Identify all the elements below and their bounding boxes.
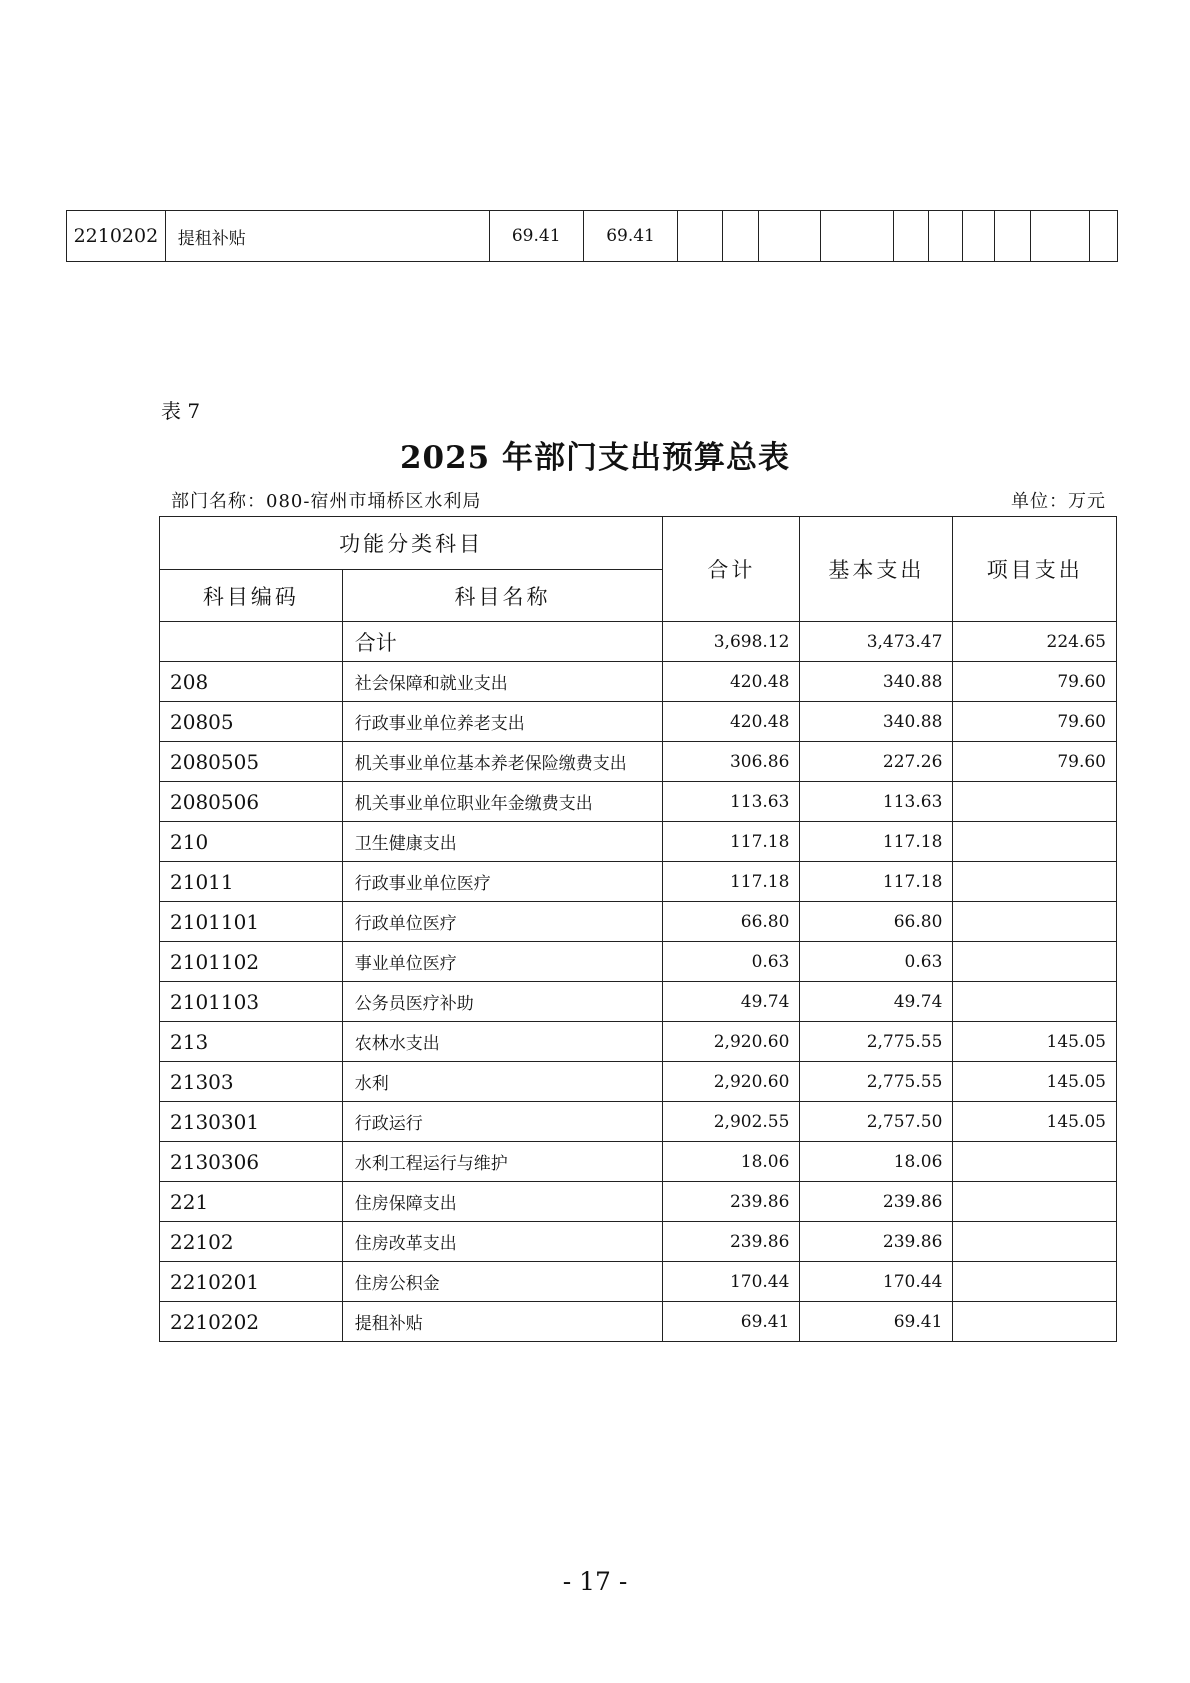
row-name: 社会保障和就业支出 (342, 662, 663, 702)
row-name: 机关事业单位基本养老保险缴费支出 (342, 742, 663, 782)
row-project (953, 822, 1117, 862)
carry-value (894, 211, 929, 262)
carry-value: 69.41 (583, 211, 677, 262)
row-total: 0.63 (663, 942, 800, 982)
row-code: 21303 (160, 1062, 343, 1102)
total-total: 3,698.12 (663, 622, 800, 662)
row-code: 2101102 (160, 942, 343, 982)
row-basic: 170.44 (800, 1262, 953, 1302)
table-row (160, 1102, 1117, 1142)
row-total: 239.86 (663, 1182, 800, 1222)
row-project: 145.05 (953, 1102, 1117, 1142)
table-row (160, 1262, 1117, 1302)
table-row (160, 742, 1117, 782)
total-code-cell (160, 622, 343, 662)
header-code: 科目编码 (160, 570, 343, 622)
header-row (160, 517, 1117, 570)
row-project (953, 1302, 1117, 1342)
header-basic: 基本支出 (800, 517, 953, 622)
row-project: 79.60 (953, 662, 1117, 702)
row-total: 113.63 (663, 782, 800, 822)
header-name: 科目名称 (342, 570, 663, 622)
row-project (953, 982, 1117, 1022)
row-code: 22102 (160, 1222, 343, 1262)
carry-value (1090, 211, 1118, 262)
row-project (953, 1142, 1117, 1182)
expenditure-table (159, 516, 1117, 1342)
row-code: 2130306 (160, 1142, 343, 1182)
row-basic: 227.26 (800, 742, 953, 782)
row-basic: 340.88 (800, 662, 953, 702)
row-basic: 239.86 (800, 1222, 953, 1262)
row-code: 2210201 (160, 1262, 343, 1302)
row-basic: 340.88 (800, 702, 953, 742)
carry-value: 69.41 (489, 211, 583, 262)
total-basic: 3,473.47 (800, 622, 953, 662)
row-project: 79.60 (953, 742, 1117, 782)
table-row (160, 1022, 1117, 1062)
row-project: 145.05 (953, 1062, 1117, 1102)
row-name: 行政运行 (342, 1102, 663, 1142)
row-code: 213 (160, 1022, 343, 1062)
carry-value (759, 211, 821, 262)
row-code: 2101103 (160, 982, 343, 1022)
row-name: 水利 (342, 1062, 663, 1102)
row-total: 117.18 (663, 862, 800, 902)
row-code: 2080506 (160, 782, 343, 822)
row-basic: 2,775.55 (800, 1022, 953, 1062)
row-basic: 0.63 (800, 942, 953, 982)
row-total: 420.48 (663, 702, 800, 742)
row-total: 18.06 (663, 1142, 800, 1182)
header-total: 合计 (663, 517, 800, 622)
table-row (160, 822, 1117, 862)
row-code: 208 (160, 662, 343, 702)
row-basic: 113.63 (800, 782, 953, 822)
table-row (160, 1182, 1117, 1222)
row-code: 2080505 (160, 742, 343, 782)
row-total: 69.41 (663, 1302, 800, 1342)
table-row (160, 862, 1117, 902)
header-project: 项目支出 (953, 517, 1117, 622)
department-label: 部门名称：080-宿州市埇桥区水利局 (171, 491, 482, 512)
carry-value (678, 211, 722, 262)
row-project (953, 902, 1117, 942)
row-name: 卫生健康支出 (342, 822, 663, 862)
carry-name: 提租补贴 (165, 211, 489, 262)
row-code: 2130301 (160, 1102, 343, 1142)
unit-label: 单位：万元 (1011, 491, 1106, 512)
row-code: 20805 (160, 702, 343, 742)
row-code: 21011 (160, 862, 343, 902)
row-project: 145.05 (953, 1022, 1117, 1062)
row-basic: 2,757.50 (800, 1102, 953, 1142)
row-project (953, 1182, 1117, 1222)
page-title: 2025 年部门支出预算总表 (399, 440, 791, 476)
carry-value (963, 211, 995, 262)
row-project (953, 782, 1117, 822)
row-project (953, 862, 1117, 902)
carry-value (1031, 211, 1090, 262)
row-name: 住房公积金 (342, 1262, 663, 1302)
row-name: 行政事业单位养老支出 (342, 702, 663, 742)
row-total: 66.80 (663, 902, 800, 942)
row-code: 210 (160, 822, 343, 862)
row-name: 水利工程运行与维护 (342, 1142, 663, 1182)
row-basic: 117.18 (800, 862, 953, 902)
row-code: 2210202 (160, 1302, 343, 1342)
row-basic: 117.18 (800, 822, 953, 862)
row-project (953, 942, 1117, 982)
row-total: 49.74 (663, 982, 800, 1022)
carry-over-table (66, 210, 1118, 262)
row-basic: 2,775.55 (800, 1062, 953, 1102)
total-label: 合计 (342, 622, 663, 662)
row-code: 221 (160, 1182, 343, 1222)
row-name: 住房保障支出 (342, 1182, 663, 1222)
table-row (160, 1302, 1117, 1342)
carry-value (928, 211, 963, 262)
table-row (160, 1062, 1117, 1102)
row-name: 事业单位医疗 (342, 942, 663, 982)
row-total: 2,902.55 (663, 1102, 800, 1142)
table-row (160, 982, 1117, 1022)
table-row (160, 662, 1117, 702)
row-project (953, 1222, 1117, 1262)
table-row (160, 702, 1117, 742)
row-name: 行政事业单位医疗 (342, 862, 663, 902)
table-row (160, 782, 1117, 822)
row-project (953, 1262, 1117, 1302)
row-basic: 239.86 (800, 1182, 953, 1222)
total-project: 224.65 (953, 622, 1117, 662)
row-total: 306.86 (663, 742, 800, 782)
row-name: 住房改革支出 (342, 1222, 663, 1262)
row-basic: 66.80 (800, 902, 953, 942)
table-row (160, 1222, 1117, 1262)
row-basic: 18.06 (800, 1142, 953, 1182)
carry-code: 2210202 (67, 211, 166, 262)
row-total: 239.86 (663, 1222, 800, 1262)
carry-value (722, 211, 758, 262)
table-row (160, 942, 1117, 982)
header-category: 功能分类科目 (160, 517, 663, 570)
row-total: 117.18 (663, 822, 800, 862)
table-row (160, 902, 1117, 942)
row-total: 420.48 (663, 662, 800, 702)
table-label: 表 7 (161, 399, 201, 423)
row-total: 2,920.60 (663, 1062, 800, 1102)
row-name: 公务员医疗补助 (342, 982, 663, 1022)
carry-value (821, 211, 894, 262)
row-code: 2101101 (160, 902, 343, 942)
table-row (160, 1142, 1117, 1182)
row-project: 79.60 (953, 702, 1117, 742)
row-name: 行政单位医疗 (342, 902, 663, 942)
row-name: 农林水支出 (342, 1022, 663, 1062)
table-row (67, 211, 1118, 262)
total-row (160, 622, 1117, 662)
row-name: 提租补贴 (342, 1302, 663, 1342)
row-total: 2,920.60 (663, 1022, 800, 1062)
row-name: 机关事业单位职业年金缴费支出 (342, 782, 663, 822)
row-basic: 69.41 (800, 1302, 953, 1342)
carry-value (994, 211, 1030, 262)
row-total: 170.44 (663, 1262, 800, 1302)
page-number: - 17 - (562, 1567, 628, 1596)
row-basic: 49.74 (800, 982, 953, 1022)
